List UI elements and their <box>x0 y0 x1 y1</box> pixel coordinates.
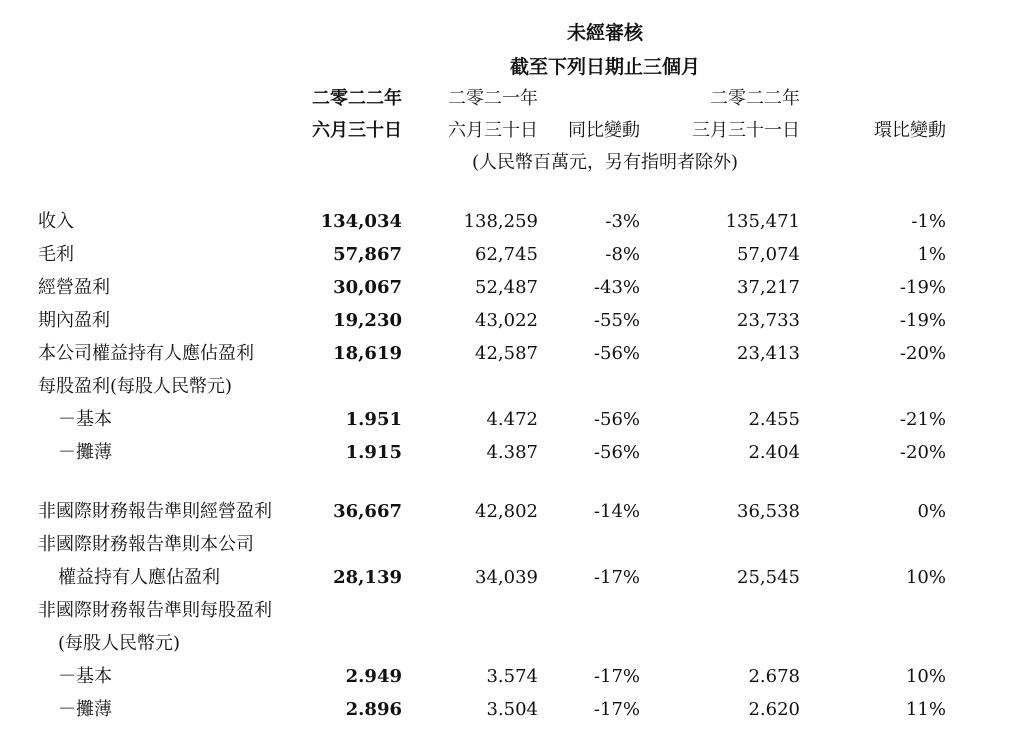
cell-col3: -17% <box>593 567 640 588</box>
cell-col1: 18,619 <box>333 343 402 364</box>
row-label: 權益持有人應佔盈利 <box>58 567 220 588</box>
table-row-non-ifrs-eps-basic <box>0 662 1016 692</box>
cell-col5: 10% <box>905 666 946 687</box>
table-row-eps-basic <box>0 405 1016 435</box>
cell-col1: 30,067 <box>333 277 402 298</box>
cell-col2: 3.574 <box>486 666 538 687</box>
cell-col3: -43% <box>593 277 640 298</box>
cell-col3: -56% <box>593 343 640 364</box>
table-row-period-profit <box>0 306 1016 336</box>
row-label: 收入 <box>38 211 74 232</box>
cell-col4: 2.404 <box>748 442 800 463</box>
cell-col4: 2.455 <box>748 409 800 430</box>
cell-col4: 36,538 <box>737 501 800 522</box>
cell-col5: -1% <box>911 211 946 232</box>
col1-header-year: 二零二二年 <box>312 88 402 109</box>
cell-col3: -17% <box>593 699 640 720</box>
table-row-operating-profit <box>0 273 1016 303</box>
cell-col1: 134,034 <box>320 211 402 232</box>
cell-col2: 138,259 <box>463 211 538 232</box>
table-row-revenue <box>0 207 1016 237</box>
cell-col3: -56% <box>593 409 640 430</box>
cell-col5: -20% <box>899 343 946 364</box>
table-row-non-ifrs-operating-profit <box>0 497 1016 527</box>
row-label: 每股盈利(每股人民幣元) <box>38 376 233 397</box>
table-row-non-ifrs-eps-heading <box>0 596 1016 626</box>
row-label: (每股人民幣元) <box>58 633 181 654</box>
cell-col2: 34,039 <box>475 567 538 588</box>
row-label: －攤薄 <box>58 442 112 463</box>
table-row-gross-profit <box>0 240 1016 270</box>
row-label: 本公司權益持有人應佔盈利 <box>38 343 254 364</box>
cell-col1: 1.951 <box>345 409 402 430</box>
cell-col1: 36,667 <box>333 501 402 522</box>
col1-header-date: 六月三十日 <box>312 120 402 141</box>
cell-col3: -56% <box>593 442 640 463</box>
table-row-attributable-profit <box>0 339 1016 369</box>
cell-col2: 43,022 <box>475 310 538 331</box>
cell-col5: 11% <box>905 699 946 720</box>
cell-col4: 23,733 <box>737 310 800 331</box>
cell-col3: -17% <box>593 666 640 687</box>
cell-col2: 52,487 <box>475 277 538 298</box>
row-label: 非國際財務報告準則本公司 <box>38 534 254 555</box>
cell-col5: 1% <box>917 244 946 265</box>
cell-col4: 37,217 <box>737 277 800 298</box>
unit-note: (人民幣百萬元，另有指明者除外) <box>471 152 739 173</box>
table-title-unaudited: 未經審核 <box>566 22 643 44</box>
cell-col5: 10% <box>905 567 946 588</box>
cell-col4: 135,471 <box>725 211 800 232</box>
table-row-eps-heading <box>0 372 1016 402</box>
cell-col2: 42,587 <box>475 343 538 364</box>
col4-header-year: 二零二二年 <box>710 88 800 109</box>
row-label: 非國際財務報告準則每股盈利 <box>38 600 272 621</box>
cell-col2: 4.472 <box>486 409 538 430</box>
col3-header-yoy: 同比變動 <box>568 120 640 141</box>
row-label: 期內盈利 <box>38 310 110 331</box>
cell-col3: -8% <box>605 244 640 265</box>
cell-col5: -19% <box>899 310 946 331</box>
cell-col1: 28,139 <box>333 567 402 588</box>
table-title-period: 截至下列日期止三個月 <box>509 56 700 78</box>
row-label: 毛利 <box>38 244 74 265</box>
cell-col4: 23,413 <box>737 343 800 364</box>
cell-col5: -21% <box>899 409 946 430</box>
cell-col1: 2.949 <box>345 666 402 687</box>
cell-col5: -20% <box>899 442 946 463</box>
table-row-non-ifrs-attributable-profit <box>0 563 1016 593</box>
cell-col4: 25,545 <box>737 567 800 588</box>
row-label: －基本 <box>58 409 112 430</box>
row-label: －基本 <box>58 666 112 687</box>
row-label: 非國際財務報告準則經營盈利 <box>38 501 272 522</box>
cell-col2: 42,802 <box>475 501 538 522</box>
table-row-eps-diluted <box>0 438 1016 468</box>
cell-col5: 0% <box>917 501 946 522</box>
cell-col1: 19,230 <box>333 310 402 331</box>
row-label: 經營盈利 <box>38 277 110 298</box>
col4-header-date: 三月三十一日 <box>692 120 800 141</box>
cell-col4: 57,074 <box>737 244 800 265</box>
cell-col2: 3.504 <box>486 699 538 720</box>
cell-col3: -3% <box>605 211 640 232</box>
cell-col1: 57,867 <box>333 244 402 265</box>
cell-col4: 2.678 <box>748 666 800 687</box>
col2-header-year: 二零二一年 <box>448 88 538 109</box>
col2-header-date: 六月三十日 <box>448 120 538 141</box>
table-row-non-ifrs-attributable-heading <box>0 530 1016 560</box>
cell-col2: 4.387 <box>486 442 538 463</box>
cell-col5: -19% <box>899 277 946 298</box>
col5-header-qoq: 環比變動 <box>874 120 946 141</box>
cell-col1: 1.915 <box>345 442 402 463</box>
row-label: －攤薄 <box>58 699 112 720</box>
cell-col4: 2.620 <box>748 699 800 720</box>
table-row-non-ifrs-eps-diluted <box>0 695 1016 725</box>
cell-col1: 2.896 <box>345 699 402 720</box>
cell-col3: -55% <box>593 310 640 331</box>
table-row-non-ifrs-eps-unit <box>0 629 1016 659</box>
cell-col2: 62,745 <box>475 244 538 265</box>
cell-col3: -14% <box>593 501 640 522</box>
